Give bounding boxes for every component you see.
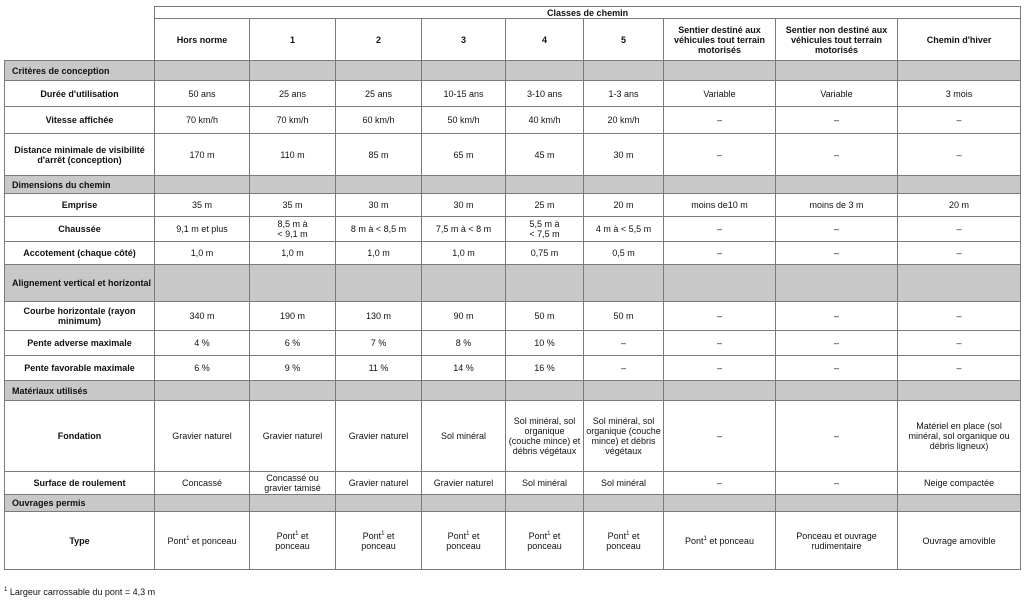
- cell-text: et ponceau: [361, 530, 396, 551]
- table-cell: –: [776, 302, 898, 331]
- table-cell: 35 m: [250, 194, 336, 217]
- table-cell: moins de10 m: [664, 194, 776, 217]
- table-cell: 20 m: [584, 194, 664, 217]
- cell-text: Pont: [362, 530, 382, 541]
- table-cell: –: [664, 107, 776, 134]
- row-label: Courbe horizontale (rayon minimum): [5, 302, 155, 331]
- table-cell: 9,1 m et plus: [155, 217, 250, 242]
- footnote-marker: 1: [547, 530, 551, 537]
- footnote-marker: 1: [295, 530, 299, 537]
- col-header: Sentier non destiné aux véhicules tout terrain motorisés: [776, 19, 898, 61]
- cell-text: et ponceau: [189, 535, 237, 546]
- col-header: Hors norme: [155, 19, 250, 61]
- table-cell: 170 m: [155, 134, 250, 176]
- footnote-marker: 1: [466, 530, 470, 537]
- road-classes-table: [4, 6, 1021, 570]
- table-cell: 50 ans: [155, 81, 250, 107]
- table-cell: Concassé: [155, 472, 250, 495]
- col-header: 3: [422, 19, 506, 61]
- table-cell: 6 %: [155, 356, 250, 381]
- cell-text: et ponceau: [275, 530, 310, 551]
- table-cell: Sol minéral: [506, 472, 584, 495]
- footnote-marker: 1: [703, 535, 707, 542]
- table-cell: 30 m: [336, 194, 422, 217]
- table-cell: 190 m: [250, 302, 336, 331]
- table-cell: [155, 512, 250, 570]
- table-cell: 340 m: [155, 302, 250, 331]
- row-label: Pente adverse maximale: [5, 331, 155, 356]
- table-cell: Ouvrage amovible: [898, 512, 1021, 570]
- footnote: [4, 587, 155, 597]
- table-cell: –: [664, 472, 776, 495]
- corner-blank: [5, 7, 155, 19]
- table-cell: 1,0 m: [250, 242, 336, 265]
- section-label: Matériaux utilisés: [5, 381, 155, 401]
- table-cell: 35 m: [155, 194, 250, 217]
- table-cell: –: [584, 331, 664, 356]
- table-cell: 11 %: [336, 356, 422, 381]
- table-cell: 4 m à < 5,5 m: [584, 217, 664, 242]
- row-label: Emprise: [5, 194, 155, 217]
- table-cell: 6 %: [250, 331, 336, 356]
- table-cell: 0,75 m: [506, 242, 584, 265]
- table-cell: –: [898, 217, 1021, 242]
- table-cell: 30 m: [584, 134, 664, 176]
- table-cell: –: [776, 217, 898, 242]
- table-cell: 10 %: [506, 331, 584, 356]
- table-cell: 8,5 m à < 9,1 m: [250, 217, 336, 242]
- table-cell: –: [776, 472, 898, 495]
- table-cell: Variable: [664, 81, 776, 107]
- super-header: Classes de chemin: [155, 7, 1021, 19]
- table-cell: 70 km/h: [250, 107, 336, 134]
- row-label: Distance minimale de visibilité d'arrêt (conception): [5, 134, 155, 176]
- row-label: Pente favorable maximale: [5, 356, 155, 381]
- table-cell: Variable: [776, 81, 898, 107]
- table-cell: 7 %: [336, 331, 422, 356]
- table-cell: Gravier naturel: [336, 472, 422, 495]
- table-cell: 3 mois: [898, 81, 1021, 107]
- corner-blank-2: [5, 19, 155, 61]
- table-cell: 20 m: [898, 194, 1021, 217]
- table-cell: 60 km/h: [336, 107, 422, 134]
- table-cell: 70 km/h: [155, 107, 250, 134]
- table-row: [5, 472, 1021, 495]
- table-cell: [336, 512, 422, 570]
- section-row: [5, 61, 1021, 81]
- table-cell: 3-10 ans: [506, 81, 584, 107]
- table-row: [5, 401, 1021, 472]
- section-row: [5, 176, 1021, 194]
- col-header: 2: [336, 19, 422, 61]
- table-cell: 0,5 m: [584, 242, 664, 265]
- table-cell: –: [776, 356, 898, 381]
- table-cell: Gravier naturel: [250, 401, 336, 472]
- row-label: Durée d'utilisation: [5, 81, 155, 107]
- section-row: [5, 265, 1021, 302]
- table-cell: –: [776, 242, 898, 265]
- table-cell: –: [898, 356, 1021, 381]
- table-cell: 25 m: [506, 194, 584, 217]
- table-cell: Sol minéral, sol organique (couche mince) et débris végétaux: [584, 401, 664, 472]
- table-cell: Sol minéral, sol organique (couche mince) et débris végétaux: [506, 401, 584, 472]
- table-cell: –: [776, 331, 898, 356]
- table-cell: –: [898, 242, 1021, 265]
- table-cell: Ponceau et ouvrage rudimentaire: [776, 512, 898, 570]
- table-cell: 50 km/h: [422, 107, 506, 134]
- table-cell: Sol minéral: [422, 401, 506, 472]
- table-cell: –: [584, 356, 664, 381]
- row-label: Fondation: [5, 401, 155, 472]
- table-cell: 130 m: [336, 302, 422, 331]
- col-header: Sentier destiné aux véhicules tout terrain motorisés: [664, 19, 776, 61]
- row-label: Surface de roulement: [5, 472, 155, 495]
- table-cell: 85 m: [336, 134, 422, 176]
- table-cell: –: [664, 331, 776, 356]
- table-row: [5, 302, 1021, 331]
- table-cell: –: [664, 134, 776, 176]
- footnote-marker: 1: [381, 530, 385, 537]
- table-cell: 8 %: [422, 331, 506, 356]
- table-cell: 30 m: [422, 194, 506, 217]
- table-cell: 65 m: [422, 134, 506, 176]
- table-cell: 90 m: [422, 302, 506, 331]
- section-label: Ouvrages permis: [5, 495, 155, 512]
- table-cell: –: [664, 401, 776, 472]
- col-header: 5: [584, 19, 664, 61]
- table-cell: –: [776, 107, 898, 134]
- table-cell: 5,5 m à < 7,5 m: [506, 217, 584, 242]
- table-cell: 20 km/h: [584, 107, 664, 134]
- table-cell: 14 %: [422, 356, 506, 381]
- table-cell: [506, 512, 584, 570]
- cell-text: Pont: [167, 535, 187, 546]
- col-header: 4: [506, 19, 584, 61]
- table-cell: 50 m: [584, 302, 664, 331]
- table-cell: 16 %: [506, 356, 584, 381]
- section-row: [5, 381, 1021, 401]
- table-cell: Gravier naturel: [336, 401, 422, 472]
- table-row: [5, 81, 1021, 107]
- cell-text: et ponceau: [606, 530, 641, 551]
- table-cell: 110 m: [250, 134, 336, 176]
- footnote-marker: 1: [186, 535, 190, 542]
- table-cell: –: [664, 356, 776, 381]
- cell-text: Pont: [607, 530, 627, 541]
- table-row: [5, 512, 1021, 570]
- table-cell: 4 %: [155, 331, 250, 356]
- table-cell: 1,0 m: [336, 242, 422, 265]
- cell-text: Pont: [528, 530, 548, 541]
- table-cell: [664, 512, 776, 570]
- table-cell: –: [776, 401, 898, 472]
- table-cell: 25 ans: [250, 81, 336, 107]
- table-row: [5, 134, 1021, 176]
- table-row: [5, 217, 1021, 242]
- table-cell: [250, 512, 336, 570]
- table-cell: –: [664, 217, 776, 242]
- table-cell: Gravier naturel: [155, 401, 250, 472]
- cell-text: et ponceau: [706, 535, 754, 546]
- table-cell: –: [898, 331, 1021, 356]
- section-label: Critères de conception: [5, 61, 155, 81]
- table-cell: –: [664, 302, 776, 331]
- footnote-text: Largeur carrossable du pont = 4,3 m: [7, 587, 156, 597]
- footnote-marker: 1: [626, 530, 630, 537]
- section-label: Alignement vertical et horizontal: [5, 265, 155, 302]
- table-cell: –: [664, 242, 776, 265]
- table-cell: 50 m: [506, 302, 584, 331]
- cell-text: et ponceau: [446, 530, 481, 551]
- table-cell: [422, 512, 506, 570]
- table-cell: 40 km/h: [506, 107, 584, 134]
- table-cell: 45 m: [506, 134, 584, 176]
- footnote-marker: 1: [4, 587, 8, 593]
- table-cell: moins de 3 m: [776, 194, 898, 217]
- table-cell: Matériel en place (sol minéral, sol organique ou débris ligneux): [898, 401, 1021, 472]
- section-row: [5, 495, 1021, 512]
- table-cell: 9 %: [250, 356, 336, 381]
- table-cell: 25 ans: [336, 81, 422, 107]
- col-header: Chemin d'hiver: [898, 19, 1021, 61]
- table-row: [5, 194, 1021, 217]
- cell-text: Pont: [447, 530, 467, 541]
- row-label: Chaussée: [5, 217, 155, 242]
- table-cell: Neige compactée: [898, 472, 1021, 495]
- table-cell: 7,5 m à < 8 m: [422, 217, 506, 242]
- table-cell: 8 m à < 8,5 m: [336, 217, 422, 242]
- row-label: Accotement (chaque côté): [5, 242, 155, 265]
- table-cell: –: [898, 302, 1021, 331]
- table-cell: 1,0 m: [422, 242, 506, 265]
- cell-text: Pont: [276, 530, 296, 541]
- col-header: 1: [250, 19, 336, 61]
- table-cell: 10-15 ans: [422, 81, 506, 107]
- row-label: Type: [5, 512, 155, 570]
- row-label: Vitesse affichée: [5, 107, 155, 134]
- table-cell: Concassé ou gravier tamisé: [250, 472, 336, 495]
- table-row: [5, 331, 1021, 356]
- table-cell: Gravier naturel: [422, 472, 506, 495]
- table-row: [5, 242, 1021, 265]
- table-cell: 1-3 ans: [584, 81, 664, 107]
- table-cell: Sol minéral: [584, 472, 664, 495]
- table-cell: 1,0 m: [155, 242, 250, 265]
- section-label: Dimensions du chemin: [5, 176, 155, 194]
- table-cell: [584, 512, 664, 570]
- table-cell: –: [898, 107, 1021, 134]
- table-row: [5, 107, 1021, 134]
- table-row: [5, 356, 1021, 381]
- cell-text: et ponceau: [527, 530, 562, 551]
- table-cell: –: [898, 134, 1021, 176]
- cell-text: Pont: [685, 535, 704, 546]
- table-cell: –: [776, 134, 898, 176]
